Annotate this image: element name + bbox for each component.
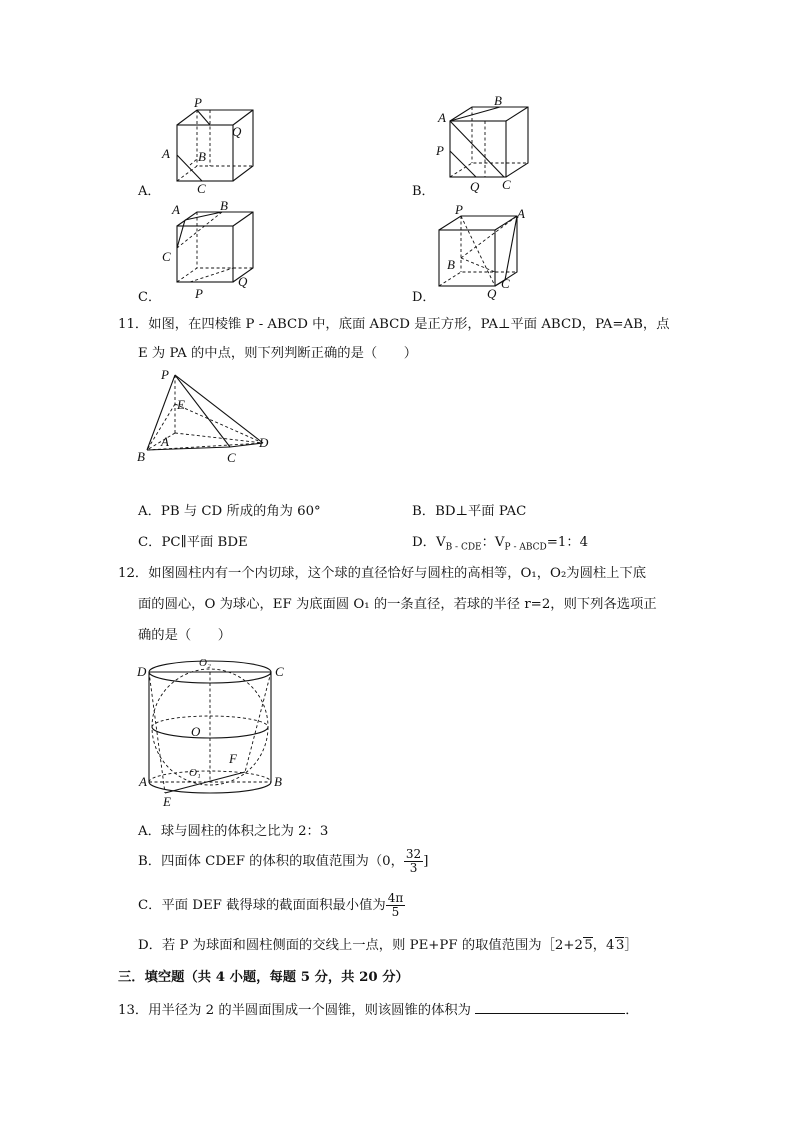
- label-q: Q: [487, 286, 497, 301]
- answer-blank[interactable]: [475, 1001, 625, 1014]
- label-o: O: [191, 724, 201, 739]
- label-a: A: [162, 146, 170, 161]
- label-a: A: [517, 206, 525, 221]
- q12-option-d: D．若 P 为球面和圆柱侧面的交线上一点，则 PE+PF 的取值范围为［2+2 5，4 3］: [138, 938, 638, 953]
- option-b-label: B．: [412, 184, 435, 199]
- label-p: P: [194, 95, 202, 110]
- label-p: P: [436, 143, 444, 158]
- q12-stem-line1: 12．如图圆柱内有一个内切球，这个球的直径恰好与圆柱的高相等，O₁，O₂为圆柱上下底: [118, 566, 647, 581]
- label-c: C: [502, 177, 511, 192]
- label-p: P: [455, 202, 463, 217]
- q12-option-c: C．平面 DEF 截得球的截面面积最小值为 $\frac{4\pi}{5}$: [138, 891, 404, 919]
- q11-option-a: A．PB 与 CD 所成的角为 60°: [138, 504, 321, 519]
- label-e: E: [163, 794, 171, 809]
- label-b: B: [198, 149, 206, 164]
- q13-stem: 13．用半径为 2 的半圆面围成一个圆锥，则该圆锥的体积为 ．: [118, 1003, 639, 1018]
- figure-option-b: [430, 93, 550, 194]
- label-a: A: [139, 774, 147, 789]
- label-b: B: [494, 93, 502, 108]
- label-c: C: [197, 181, 206, 196]
- label-c: C: [162, 249, 171, 264]
- q11-stem-line1: 11．如图，在四棱锥 P - ABCD 中，底面 ABCD 是正方形，PA⊥平面 ABCD，PA=AB，点: [118, 317, 670, 332]
- q11-stem-line2: E 为 PA 的中点，则下列判断正确的是（ ）: [138, 346, 418, 361]
- label-c: C: [227, 450, 236, 465]
- option-c-label: C．: [138, 290, 161, 305]
- label-d: D: [137, 664, 147, 679]
- label-c: C: [275, 664, 284, 679]
- label-q: Q: [238, 274, 248, 289]
- q12-stem-line3: 确的是（ ）: [138, 628, 232, 643]
- q12-stem-line2: 面的圆心，O 为球心，EF 为底面圆 O₁ 的一条直径，若球的半径 r=2，则下列各选项正: [138, 597, 657, 612]
- label-q: Q: [470, 179, 480, 194]
- label-a: A: [161, 434, 169, 449]
- q11-option-b: B．BD⊥平面 PAC: [412, 504, 527, 519]
- label-q: Q: [232, 124, 242, 139]
- section-heading: 三．填空题（共 4 小题，每题 5 分，共 20 分）: [118, 970, 409, 985]
- q11-option-c: C．PC∥平面 BDE: [138, 535, 248, 550]
- label-o1: O₁: [189, 767, 201, 779]
- label-b: B: [274, 774, 282, 789]
- label-p: P: [195, 286, 203, 301]
- figure-option-d: [425, 198, 545, 303]
- label-o2: O₂: [199, 657, 211, 669]
- q12-cylinder-figure: [135, 650, 285, 810]
- label-e: E: [177, 397, 185, 412]
- label-b: B: [220, 198, 228, 213]
- q12-option-a: A．球与圆柱的体积之比为 2：3: [138, 824, 329, 839]
- label-d: D: [259, 435, 269, 450]
- q11-pyramid-figure: [135, 365, 285, 465]
- option-d-label: D．: [412, 290, 436, 305]
- q11-option-d: D．$V_{B - CDE}$：$V_{P - ABCD}=1$：4: [412, 535, 589, 553]
- label-c: C: [501, 276, 510, 291]
- label-a: A: [438, 110, 446, 125]
- label-f: F: [229, 751, 237, 766]
- label-b: B: [447, 257, 455, 272]
- figure-option-a: [150, 95, 270, 196]
- label-p: P: [161, 367, 169, 382]
- label-b: B: [137, 449, 145, 464]
- figure-option-c: [150, 198, 270, 301]
- label-a: A: [172, 202, 180, 217]
- option-a-label: A．: [138, 184, 161, 199]
- q12-option-b: B．四面体 CDEF 的体积的取值范围为（0， $\frac{32}{3}$ ]: [138, 847, 429, 875]
